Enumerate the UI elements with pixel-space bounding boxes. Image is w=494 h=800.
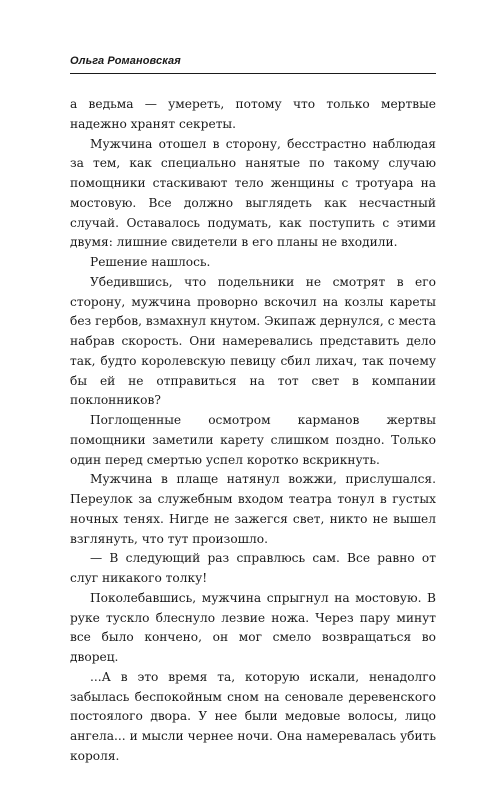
body-text	[70, 95, 436, 767]
paragraph: — В следующий раз справлюсь сам. Все равно от слуг никакого толку!	[70, 551, 436, 585]
paragraph: а ведьма — умереть, потому что только мертвые надежно хранят секреты.	[70, 97, 436, 131]
paragraph: Мужчина отошел в сторону, бесстрастно наблюдая за тем, как специально нанятые по такому случаю помощники стаскивают тело женщины с тротуара на мостовую. Все должно выглядеть как несчастный случай. Оставалось подумать, как поступить с этими двумя: лишние свидетели в его планы не входили.	[70, 136, 436, 250]
paragraph: ...А в это время та, которую искали, ненадолго забылась беспокойным сном на сеновале деревенского постоялого двора. У нее были медовые волосы, лицо ангела... и мысли чернее ночи. Она намеревалась убить короля.	[70, 669, 436, 763]
paragraph: Решение нашлось.	[90, 255, 211, 269]
paragraph: Мужчина в плаще натянул вожжи, прислушался. Переулок за служебным входом театра тонул в густых ночных тенях. Нигде не зажегся свет, никто не вышел взглянуть, что тут произошло.	[70, 472, 436, 546]
running-header	[70, 51, 436, 74]
paragraph: Поколебавшись, мужчина спрыгнул на мостовую. В руке тускло блеснуло лезвие ножа. Через пару минут все было кончено, он мог смело возвращаться во дворец.	[70, 590, 436, 664]
paragraph: Убедившись, что подельники не смотрят в его сторону, мужчина проворно вскочил на козлы кареты без гербов, взмахнул кнутом. Экипаж дернулся, с места набрав скорость. Они намеревались представить дело так, будто королевскую певицу сбил лихач, так почему бы ей не отправиться на тот свет в компании поклонников?	[70, 274, 436, 408]
author-name: Ольга Романовская	[70, 55, 181, 67]
paragraph: Поглощенные осмотром карманов жертвы помощники заметили карету слишком поздно. Только один перед смертью успел коротко вскрикнуть.	[70, 413, 436, 467]
